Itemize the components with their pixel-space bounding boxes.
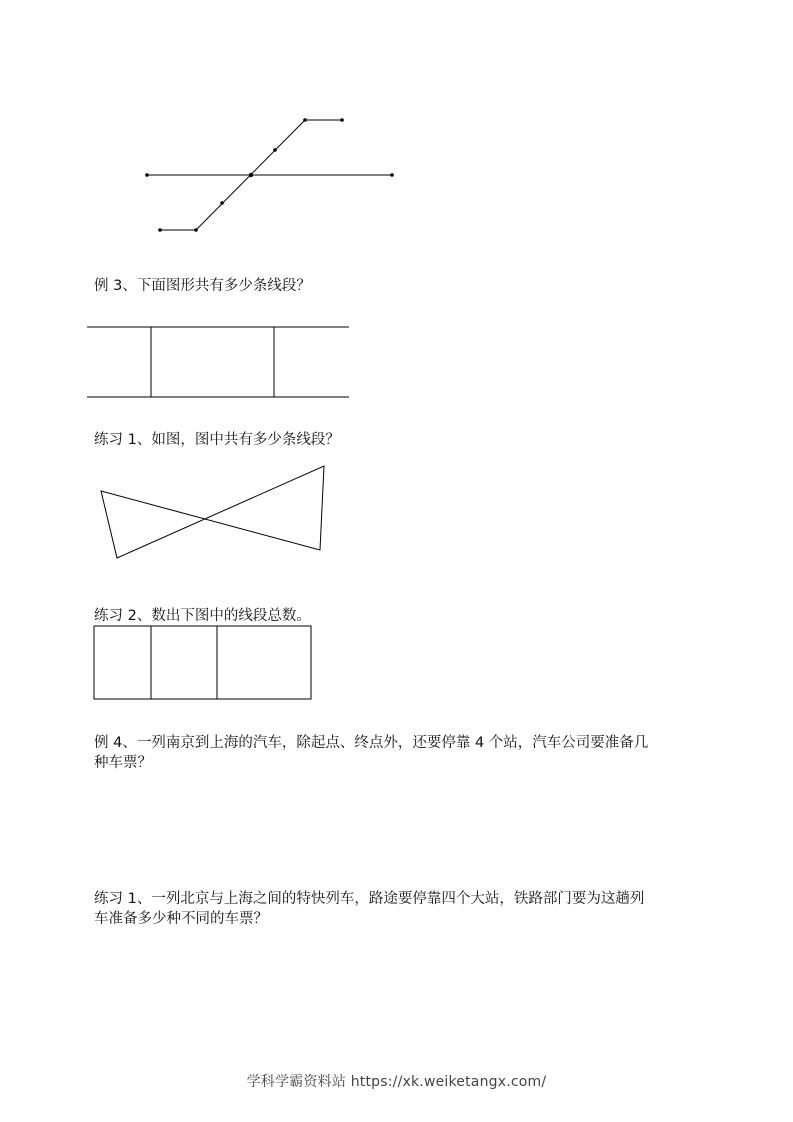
practice-1-train-question-line-1: 练习 1、一列北京与上海之间的特快列车，路途要停靠四个大站，铁路部门要为这趟列: [94, 891, 645, 907]
practice-2-figure-question: 练习 2、数出下图中的线段总数。: [94, 608, 311, 624]
practice-1-train-question-line-2: 车准备多少种不同的车票？: [94, 911, 268, 927]
example-4-question-line-1: 例 4、一列南京到上海的汽车，除起点、终点外，还要停靠 4 个站，汽车公司要准备几: [94, 735, 649, 751]
footer-watermark: 学科学霸资料站 https://xk.weiketangx.com/: [246, 1074, 547, 1090]
example-3-question: 例 3、下面图形共有多少条线段？: [94, 278, 311, 294]
outer-rectangle: [94, 626, 311, 699]
practice-1-figure-question: 练习 1、如图，图中共有多少条线段？: [94, 432, 340, 448]
example-4-question-line-2: 种车票？: [94, 755, 152, 771]
